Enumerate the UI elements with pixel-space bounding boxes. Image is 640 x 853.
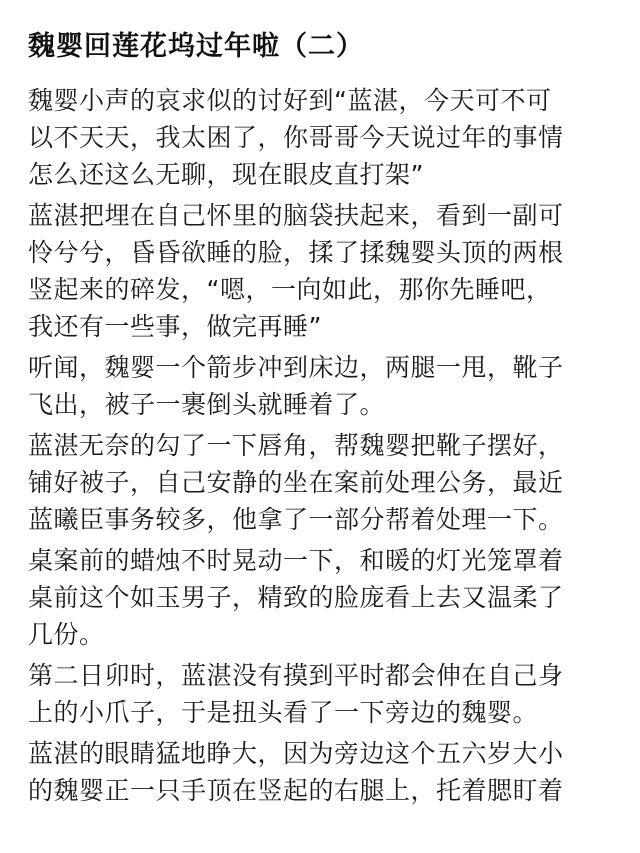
article-title: 魏婴回莲花坞过年啦（二） [28, 31, 364, 62]
text-line: 听闻，魏婴一个箭步冲到床边，两腿一甩，靴子 [28, 353, 564, 382]
paragraph-7 [28, 735, 618, 809]
text-line: 竖起来的碎发，“嗯，一向如此，那你先睡吧， [28, 275, 552, 304]
text-line: 以不天天，我太困了，你哥哥今天说过年的事情 [28, 123, 564, 152]
text-line: 蓝湛把埋在自己怀里的脑袋扶起来，看到一副可 [28, 201, 564, 230]
text-line: 蓝湛无奈的勾了一下唇角，帮魏婴把靴子摆好， [28, 431, 564, 460]
article-body [28, 82, 618, 809]
text-line: 怎么还这么无聊，现在眼皮直打架” [28, 160, 424, 189]
text-line: 蓝曦臣事务较多，他拿了一部分帮着处理一下。 [28, 505, 564, 534]
text-line: 蓝湛的眼睛猛地睁大，因为旁边这个五六岁大小 [28, 739, 564, 768]
text-line: 我还有一些事，做完再睡” [28, 312, 322, 341]
text-line: 桌案前的蜡烛不时晃动一下，和暖的灯光笼罩着 [28, 546, 564, 575]
paragraph-3 [28, 349, 618, 423]
paragraph-1 [28, 82, 618, 193]
text-line: 的魏婴正一只手顶在竖起的右腿上，托着腮盯着 [28, 776, 564, 805]
text-line: 飞出，被子一裹倒头就睡着了。 [28, 390, 386, 419]
text-line: 第二日卯时，蓝湛没有摸到平时都会伸在自己身 [28, 661, 564, 690]
paragraph-4 [28, 427, 618, 538]
text-line: 怜兮兮，昏昏欲睡的脸，揉了揉魏婴头顶的两根 [28, 238, 564, 267]
text-line: 桌前这个如玉男子，精致的脸庞看上去又温柔了 [28, 583, 564, 612]
text-line: 几份。 [28, 620, 105, 649]
paragraph-2 [28, 197, 618, 345]
paragraph-6 [28, 657, 618, 731]
text-line: 魏婴小声的哀求似的讨好到“蓝湛，今天可不可 [28, 86, 552, 115]
text-line: 上的小爪子，于是扭头看了一下旁边的魏婴。 [28, 698, 539, 727]
paragraph-5 [28, 542, 618, 653]
text-line: 铺好被子，自己安静的坐在案前处理公务，最近 [28, 468, 564, 497]
